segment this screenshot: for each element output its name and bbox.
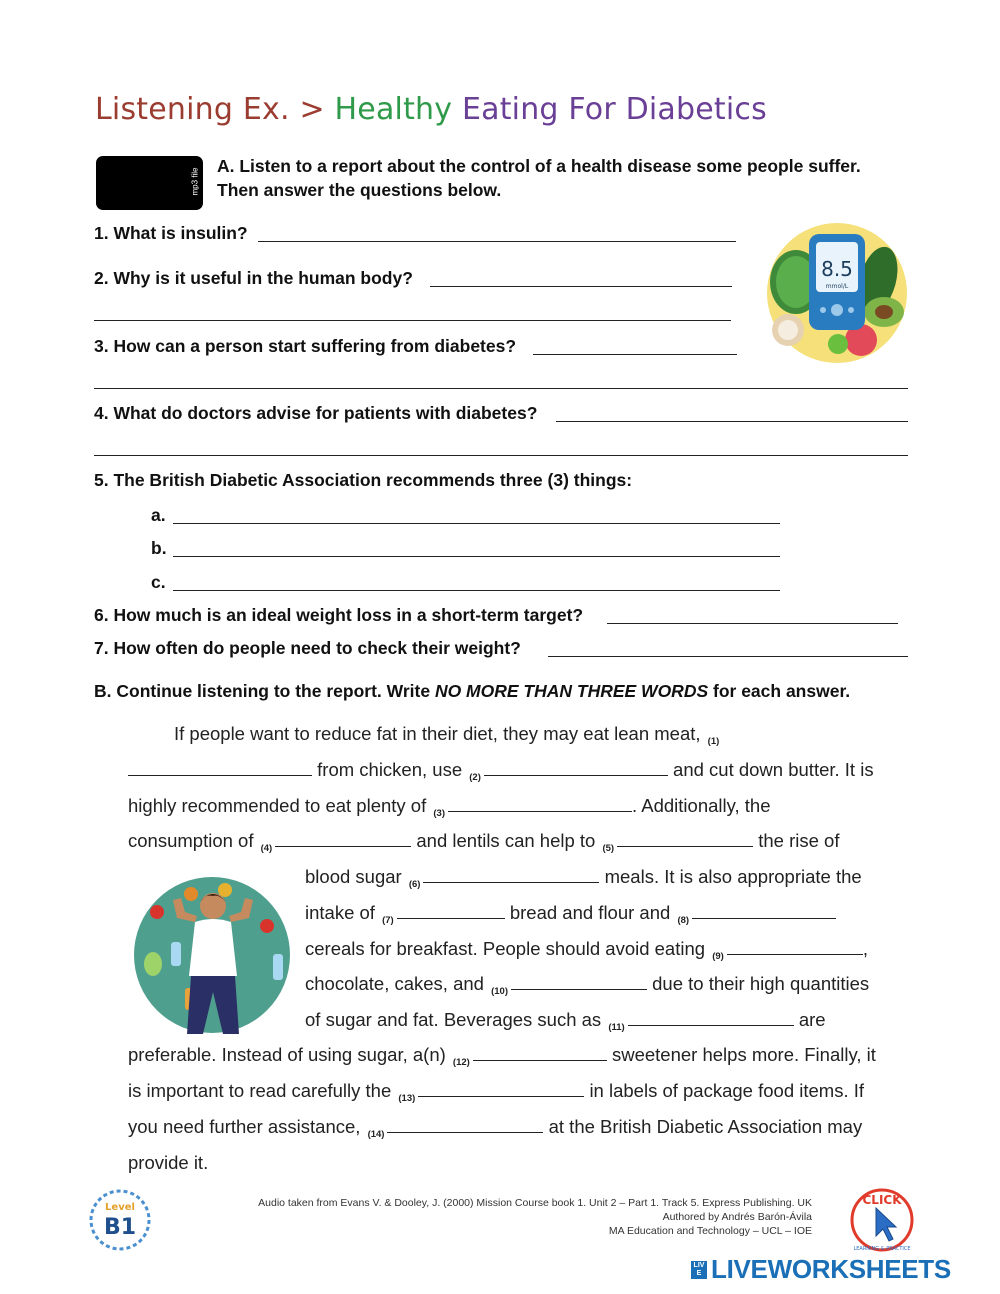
meter-reading: 8.5	[821, 257, 853, 281]
para-text: ,	[862, 938, 868, 959]
para-text: is important to read carefully the	[128, 1080, 392, 1101]
para-text: of sugar and fat. Beverages such as	[305, 1009, 602, 1030]
question-1: 1. What is insulin?	[94, 223, 248, 243]
answer-line-4[interactable]	[556, 421, 908, 422]
meter-unit: mmol/L	[825, 283, 849, 290]
gap-14-input[interactable]	[387, 1118, 543, 1133]
para-text: due to their high quantities	[652, 973, 870, 994]
paragraph-line-12	[128, 1116, 862, 1140]
para-text: bread and flour and	[509, 902, 671, 923]
answer-line-4b[interactable]	[94, 455, 908, 456]
paragraph-line-6	[305, 902, 836, 926]
question-6: 6. How much is an ideal weight loss in a short-term target?	[94, 605, 584, 625]
paragraph-line-9	[305, 1009, 826, 1033]
gap-8-input[interactable]	[692, 904, 836, 919]
gap-3-input[interactable]	[448, 797, 632, 812]
gap-number: (3)	[433, 808, 445, 819]
section-a-instruction-2: Then answer the questions below.	[217, 180, 502, 200]
credit-line-1: Audio taken from Evans V. & Dooley, J. (2000) Mission Course book 1. Unit 2 – Part 1. Track 5. Express Publishing. UK	[258, 1197, 812, 1209]
para-text: consumption of	[128, 830, 254, 851]
answer-line-2b[interactable]	[94, 320, 731, 321]
answer-line-2[interactable]	[430, 286, 732, 287]
paragraph-line-13: provide it.	[128, 1152, 209, 1173]
paragraph-line-8	[305, 973, 869, 997]
answer-line-5c[interactable]	[173, 590, 780, 591]
gap-10-input[interactable]	[511, 975, 647, 990]
section-b-emphasis: NO MORE THAN THREE WORDS	[434, 681, 709, 701]
gap-4-input[interactable]	[275, 832, 411, 847]
para-text: from chicken, use	[317, 759, 463, 780]
brand-small: LIVE	[691, 1261, 707, 1279]
answer-line-1[interactable]	[258, 241, 736, 242]
title-part-3: Eating For Diabetics	[461, 92, 767, 127]
para-text: in labels of package food items. If	[589, 1080, 865, 1101]
answer-line-7[interactable]	[548, 656, 908, 657]
section-b-prefix: B. Continue listening to the report. Write	[94, 681, 435, 701]
gap-number: (7)	[382, 915, 394, 926]
paragraph-line-3	[128, 795, 771, 819]
question-5b-label: b.	[151, 538, 167, 558]
gap-number: (12)	[452, 1057, 470, 1068]
question-5: 5. The British Diabetic Association recommends three (3) things:	[94, 470, 633, 490]
paragraph-line-2	[128, 759, 874, 783]
section-b-suffix: for each answer.	[708, 681, 851, 701]
para-text: meals. It is also appropriate the	[604, 866, 862, 887]
gap-number: (4)	[260, 843, 273, 854]
healthy-athlete-illustration	[133, 876, 291, 1034]
gap-7-input[interactable]	[397, 904, 505, 919]
paragraph-line-10	[128, 1044, 876, 1068]
credit-line-2: Authored by Andrés Barón-Ávila	[662, 1211, 812, 1223]
level-value: B1	[103, 1215, 137, 1240]
gap-11-input[interactable]	[628, 1011, 794, 1026]
question-5c-label: c.	[151, 572, 166, 592]
answer-line-3b[interactable]	[94, 388, 908, 389]
audio-player[interactable]	[96, 156, 203, 210]
answer-line-6[interactable]	[607, 623, 898, 624]
level-word: Level	[105, 1202, 135, 1213]
gap-number: (5)	[602, 843, 615, 854]
gap-number: (13)	[398, 1093, 416, 1104]
click-word: CLICK	[862, 1193, 902, 1207]
question-7: 7. How often do people need to check their weight?	[94, 638, 521, 658]
answer-line-5b[interactable]	[173, 556, 780, 557]
brand-name: LIVEWORKSHEETS	[711, 1254, 951, 1284]
answer-line-5a[interactable]	[173, 523, 780, 524]
answer-line-3[interactable]	[533, 354, 737, 355]
credits	[200, 1196, 812, 1238]
para-text: you need further assistance,	[128, 1116, 361, 1137]
title-separator: >	[299, 92, 325, 127]
para-text: highly recommended to eat plenty of	[128, 795, 427, 816]
para-text: . Additionally, the	[632, 795, 771, 816]
paragraph-line-4	[128, 830, 840, 854]
para-text: chocolate, cakes, and	[305, 973, 484, 994]
para-text: at the British Diabetic Association may	[548, 1116, 863, 1137]
gap-number: (8)	[677, 915, 690, 926]
gap-2-input[interactable]	[484, 761, 668, 776]
para-text: preferable. Instead of using sugar, a(n)	[128, 1044, 446, 1065]
paragraph-line-11	[128, 1080, 864, 1104]
para-text: sweetener helps more. Finally, it	[611, 1044, 876, 1065]
paragraph-line-1	[174, 723, 722, 747]
section-a-instruction-1: A. Listen to a report about the control of a health disease some people suffer.	[217, 156, 861, 176]
audio-label: mp3 file	[190, 167, 200, 196]
paragraph-line-5	[305, 866, 862, 890]
question-3: 3. How can a person start suffering from diabetes?	[94, 336, 517, 356]
question-2: 2. Why is it useful in the human body?	[94, 268, 413, 288]
question-5a-label: a.	[151, 505, 166, 525]
gap-6-input[interactable]	[423, 868, 599, 883]
paragraph-line-7	[305, 938, 868, 962]
gap-number: (9)	[712, 951, 724, 962]
para-text: blood sugar	[305, 866, 402, 887]
click-sub: LEARNING & PRACTICE	[853, 1246, 911, 1252]
gap-number: (11)	[608, 1022, 625, 1033]
gap-number: (1)	[707, 736, 720, 747]
section-b-instruction	[94, 681, 850, 702]
gap-13-input[interactable]	[418, 1082, 584, 1097]
gap-number: (6)	[408, 879, 421, 890]
para-text: If people want to reduce fat in their diet, they may eat lean meat,	[174, 723, 701, 744]
liveworksheets-logo[interactable]	[691, 1254, 951, 1286]
title-part-2: Healthy	[334, 92, 453, 127]
gap-12-input[interactable]	[473, 1046, 607, 1061]
para-text: the rise of	[758, 830, 840, 851]
glucose-meter-illustration	[766, 222, 908, 364]
title-part-1: Listening Ex.	[95, 92, 290, 127]
question-4: 4. What do doctors advise for patients with diabetes?	[94, 403, 538, 423]
gap-number: (10)	[491, 986, 508, 997]
gap-1-input[interactable]	[128, 761, 312, 776]
para-text: cereals for breakfast. People should avoid eating	[305, 938, 706, 959]
click-logo	[846, 1184, 918, 1256]
gap-number: (2)	[469, 772, 481, 783]
para-text: intake of	[305, 902, 375, 923]
gap-number: (14)	[367, 1129, 385, 1140]
para-text: and lentils can help to	[416, 830, 596, 851]
gap-5-input[interactable]	[617, 832, 753, 847]
credit-line-3: MA Education and Technology – UCL – IOE	[608, 1225, 812, 1237]
para-text: are	[798, 1009, 826, 1030]
gap-9-input[interactable]	[727, 940, 863, 955]
para-text: and cut down butter. It is	[673, 759, 874, 780]
level-badge	[88, 1188, 152, 1252]
page-title	[95, 92, 767, 127]
